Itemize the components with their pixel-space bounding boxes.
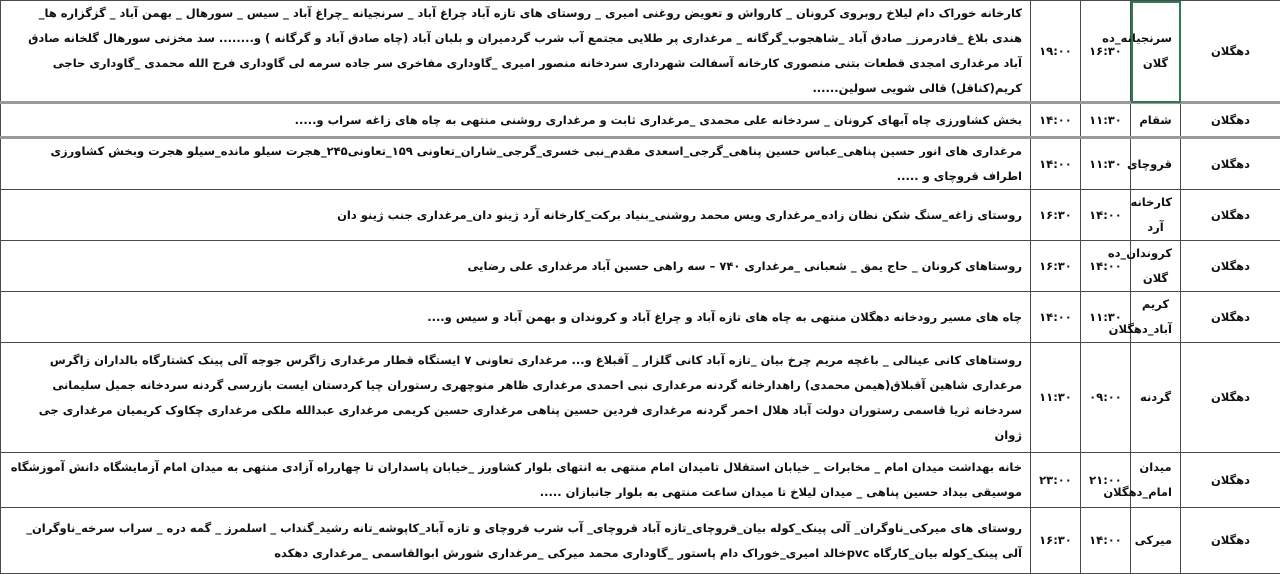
start-time-cell[interactable]: ۱۱:۳۰ (1081, 292, 1131, 343)
coverage-description-cell[interactable]: بخش کشاورزی چاه آبهای کرونان _ سردخانه علی محمدی _مرغداری ثابت و مرغداری روشنی منتهی به چاه های زاغه سراب و..... (1, 103, 1031, 138)
area-cell[interactable]: سرنجیانه_ده گلان (1131, 1, 1181, 103)
end-time-cell[interactable]: ۱۶:۳۰ (1031, 241, 1081, 292)
table-row (1, 138, 1280, 190)
end-time-cell[interactable]: ۱۴:۰۰ (1031, 103, 1081, 138)
city-cell[interactable]: دهگلان (1181, 138, 1280, 190)
table-row (1, 241, 1280, 292)
start-time-cell[interactable]: ۱۶:۳۰ (1081, 1, 1131, 103)
start-time-cell[interactable]: ۱۴:۰۰ (1081, 241, 1131, 292)
city-cell[interactable]: دهگلان (1181, 508, 1280, 574)
area-cell[interactable]: کریم آباد_دهگلان (1131, 292, 1181, 343)
area-cell[interactable]: کارخانه آرد (1131, 190, 1181, 241)
area-cell[interactable]: شقام (1131, 103, 1181, 138)
table-row (1, 453, 1280, 508)
coverage-description-cell[interactable]: روستای زاغه_سنگ شکن نظان زاده_مرغداری ویس محمد روشنی_بنیاد برکت_کارخانه آرد ژینو دان_مرغداری جنب ژینو دان (1, 190, 1031, 241)
end-time-cell[interactable]: ۱۶:۳۰ (1031, 190, 1081, 241)
city-cell[interactable]: دهگلان (1181, 343, 1280, 453)
start-time-cell[interactable]: ۰۹:۰۰ (1081, 343, 1131, 453)
table-row (1, 103, 1280, 138)
coverage-description-cell[interactable]: مرغداری های انور حسین پناهی_عباس حسین پناهی_گرجی_اسعدی مقدم_نبی خسری_گرجی_شاران_تعاونی ۱۵۹_تعاونی۲۴۵_هجرت سیلو مانده_سیلو هجرت وبخش کشاورزی اطراف قروچای و ..... (1, 138, 1031, 190)
city-cell[interactable]: دهگلان (1181, 1, 1280, 103)
table-row (1, 190, 1280, 241)
table-row (1, 292, 1280, 343)
city-cell[interactable]: دهگلان (1181, 103, 1280, 138)
start-time-cell[interactable]: ۱۱:۳۰ (1081, 138, 1131, 190)
end-time-cell[interactable]: ۱۶:۳۰ (1031, 508, 1081, 574)
coverage-description-cell[interactable]: روستای های میرکی_ناوگران_ آلی پینک_کوله بیان_قروچای_تازه آباد قروچای_ آب شرب قروچای و تازه آباد_کاپوشه_تانه رشید_گنداب _ اسلمرز _ گمه دره _ سراب سرخه_ناوگران_ آلی پینک_کوله بیان_کارگاه pvcخالد امیری_خوراک دام پاستور _گاوداری محمد میرکی _مرغداری شورش ابوالقاسمی _مرغداری دهکده (1, 508, 1031, 574)
end-time-cell[interactable]: ۱۴:۰۰ (1031, 292, 1081, 343)
area-cell[interactable]: میرکی (1131, 508, 1181, 574)
coverage-description-cell[interactable]: چاه های مسیر رودخانه دهگلان منتهی به چاه های تازه آباد و چراغ آباد و کروندان و بهمن آباد و سیس و.... (1, 292, 1031, 343)
end-time-cell[interactable]: ۲۳:۰۰ (1031, 453, 1081, 508)
table-row (1, 1, 1280, 103)
end-time-cell[interactable]: ۱۱:۳۰ (1031, 343, 1081, 453)
coverage-description-cell[interactable]: کارخانه خوراک دام لیلاخ روبروی کرونان _ کارواش و تعویض روغنی امیری _ روستای های تازه آباد چراغ آباد _ سرنجیانه _چراغ آباد _ سیس _ سورهال _ بهمن آباد _ گزگزاره ها_ هندی بلاغ _قادرمرز_ صادق آباد _شاهجوب_گرگانه _ مرغداری پر طلایی مجتمع آب شرب گردمیران و بلبان آباد (چاه صادق آباد و گرگانه ) و........ سد مخزنی سورهال گلخانه صادق آباد مرغداری امجدی قطعات بتنی منصوری کارخانه آسفالت شهرداری سردخانه منصور امیری _گاوداری مفاخری سر جاده سرمه لی گاوداری فرج الله محمدی _گاوداری حاجی کریم(کناقل) قالی شویی سولین...... (1, 1, 1031, 103)
city-cell[interactable]: دهگلان (1181, 190, 1280, 241)
table-row (1, 343, 1280, 453)
table-row (1, 508, 1280, 574)
city-cell[interactable]: دهگلان (1181, 292, 1280, 343)
city-cell[interactable]: دهگلان (1181, 453, 1280, 508)
area-cell[interactable]: کروندان_ده گلان (1131, 241, 1181, 292)
coverage-description-cell[interactable]: خانه بهداشت میدان امام _ مخابرات _ خیابان استقلال تامیدان امام منتهی به انتهای بلوار کشاورز _خیابان پاسداران تا چهارراه آزادی منتهی به میدان امام آزمایشگاه دانش آموزشگاه موسیقی بیداد حسین پناهی _ میدان لیلاخ تا میدان ساعت منتهی به بلوار جانبازان ..... (1, 453, 1031, 508)
start-time-cell[interactable]: ۲۱:۰۰ (1081, 453, 1131, 508)
start-time-cell[interactable]: ۱۱:۳۰ (1081, 103, 1131, 138)
start-time-cell[interactable]: ۱۴:۰۰ (1081, 190, 1131, 241)
area-cell[interactable]: قروچای (1131, 138, 1181, 190)
end-time-cell[interactable]: ۱۴:۰۰ (1031, 138, 1081, 190)
coverage-description-cell[interactable]: روستاهای کرونان _ حاج یمق _ شعبانی _مرغداری ۷۴۰ – سه راهی حسین آباد مرغداری علی رضایی (1, 241, 1031, 292)
end-time-cell[interactable]: ۱۹:۰۰ (1031, 1, 1081, 103)
start-time-cell[interactable]: ۱۴:۰۰ (1081, 508, 1131, 574)
city-cell[interactable]: دهگلان (1181, 241, 1280, 292)
coverage-description-cell[interactable]: روستاهای کانی عینالی _ باغچه مریم چرخ بیان _تازه آباد کانی گلزار _ آقبلاغ و... مرغداری تعاونی ۷ ایستگاه قطار مرغداری زاگرس جوجه آلی پینک کشتارگاه بالداران زاگرس مرغداری شاهین آقبلاق(هیمن محمدی) راهدارخانه گردنه مرغداری نبی احمدی مرغداری ظاهر منوچهری رستوران چیا کردستان ایست بازرسی گردنه سردخانه جمیل سلیمانی سردخانه ثریا قاسمی رستوران دولت آباد هلال احمر گردنه مرغداری فردین حسین پناهی مرغداری حسین کریمی مرغداری عبدالله ملکی مرغداری چکاوک کریمیان مرغداری جی ژوان (1, 343, 1031, 453)
area-cell[interactable]: میدان امام_دهگلان (1131, 453, 1181, 508)
area-cell[interactable]: گردنه (1131, 343, 1181, 453)
